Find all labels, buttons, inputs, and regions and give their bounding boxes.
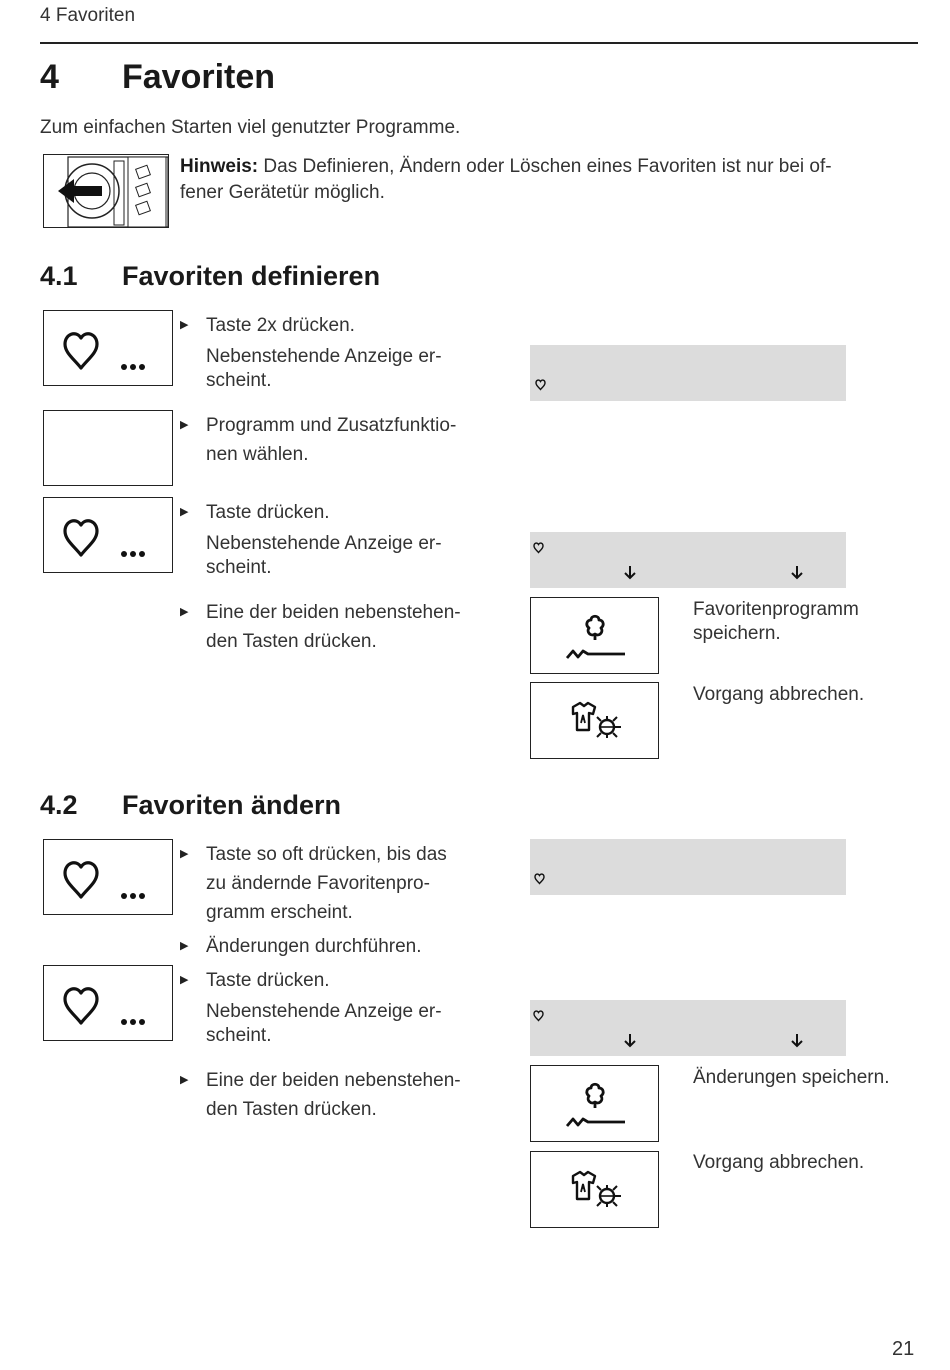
heart-small-icon xyxy=(536,380,545,389)
display-screen xyxy=(530,1000,846,1056)
cancel-button[interactable] xyxy=(530,1151,659,1228)
heart-small-icon xyxy=(534,1011,543,1020)
step-item: ▶ Änderungen durchführen. xyxy=(180,932,490,961)
section-number: 4.2 xyxy=(40,790,78,820)
step-item: ▶ Taste drücken. xyxy=(180,966,490,995)
section-number: 4.1 xyxy=(40,261,78,291)
section-title: Favoriten ändern xyxy=(122,790,342,820)
bullet-triangle-icon: ▶ xyxy=(180,1074,189,1086)
step-result: Nebenstehende Anzeige er- scheint. xyxy=(206,533,442,578)
heart-dots-icon xyxy=(44,311,172,385)
bullet-triangle-icon: ▶ xyxy=(180,940,189,952)
section-title: Favoriten definieren xyxy=(122,261,381,291)
shirt-bug-icon xyxy=(531,1152,658,1227)
cancel-button[interactable] xyxy=(530,682,659,759)
display-screen xyxy=(530,345,846,401)
door-open-icon xyxy=(43,154,169,228)
step-item: ▶ Taste 2x drücken. xyxy=(180,311,490,340)
step-item: ▶ Eine der beiden nebenstehen- den Tasten drücken. xyxy=(180,598,490,656)
bullet-triangle-icon: ▶ xyxy=(180,974,189,986)
save-favorite-button[interactable] xyxy=(530,597,659,674)
note-body: Das Definieren, Ändern oder Löschen eines Favoriten ist nur bei of- xyxy=(263,156,832,177)
chapter-title: Favoriten xyxy=(122,58,276,96)
favorite-key-button[interactable] xyxy=(43,310,173,386)
chapter-number: 4 xyxy=(40,58,59,96)
heart-dots-icon xyxy=(44,498,172,572)
note-label: Hinweis: xyxy=(180,156,259,177)
step-result: Nebenstehende Anzeige er- scheint. xyxy=(206,346,442,391)
bullet-triangle-icon: ▶ xyxy=(180,419,189,431)
heart-dots-icon xyxy=(44,966,172,1040)
shirt-bug-icon xyxy=(531,683,658,758)
steam-icon xyxy=(531,1066,658,1141)
heart-small-icon xyxy=(534,543,543,552)
arrow-down-icon xyxy=(625,566,635,578)
save-changes-button[interactable] xyxy=(530,1065,659,1142)
page-number: 21 xyxy=(892,1338,915,1360)
heart-dots-icon xyxy=(44,840,172,914)
heart-small-icon xyxy=(535,874,544,883)
step-item: ▶ Programm und Zusatzfunktio- nen wählen. xyxy=(180,411,490,469)
favorite-key-button[interactable] xyxy=(43,839,173,915)
option-label: Vorgang abbrechen. xyxy=(693,684,865,705)
program-key-button[interactable] xyxy=(43,410,173,486)
running-head: 4 Favoriten xyxy=(40,5,136,26)
favorite-key-button[interactable] xyxy=(43,965,173,1041)
bullet-triangle-icon: ▶ xyxy=(180,319,189,331)
steam-icon xyxy=(531,598,658,673)
bullet-triangle-icon: ▶ xyxy=(180,506,189,518)
arrow-down-icon xyxy=(792,566,802,578)
chapter-intro: Zum einfachen Starten viel genutzter Programme. xyxy=(40,117,461,138)
option-label: Änderungen speichern. xyxy=(693,1067,890,1088)
note-text xyxy=(180,154,910,206)
header-rule xyxy=(40,42,918,44)
step-item: ▶ Eine der beiden nebenstehen- den Tasten drücken. xyxy=(180,1066,490,1124)
arrow-down-icon xyxy=(792,1034,802,1046)
note-body-2: fener Gerätetür möglich. xyxy=(180,182,385,203)
option-label: Favoritenprogramm speichern. xyxy=(693,599,859,644)
step-item: ▶ Taste so oft drücken, bis das zu ändernde Favoritenpro- gramm erscheint. xyxy=(180,840,490,927)
display-screen xyxy=(530,839,846,895)
step-item: ▶ Taste drücken. xyxy=(180,498,490,527)
favorite-key-button[interactable] xyxy=(43,497,173,573)
option-label: Vorgang abbrechen. xyxy=(693,1152,865,1173)
step-result: Nebenstehende Anzeige er- scheint. xyxy=(206,1001,442,1046)
bullet-triangle-icon: ▶ xyxy=(180,606,189,618)
bullet-triangle-icon: ▶ xyxy=(180,848,189,860)
display-screen xyxy=(530,532,846,588)
arrow-down-icon xyxy=(625,1034,635,1046)
